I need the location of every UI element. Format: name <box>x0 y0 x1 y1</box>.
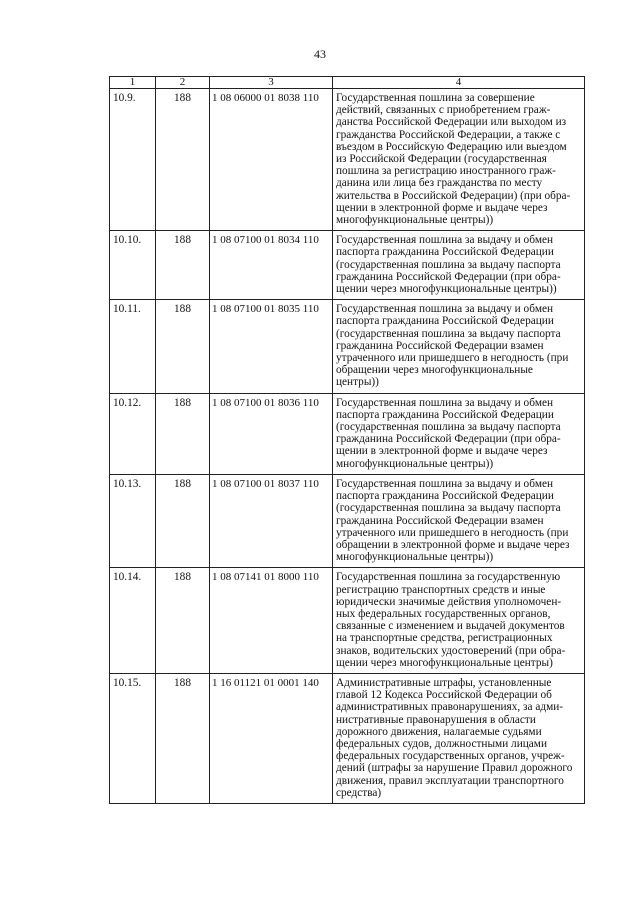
description-line: гражданина Российской Федерации (при обра- <box>336 433 561 446</box>
description-line: (государственная пошлина за выдачу паспорта <box>336 421 561 434</box>
description-line: Государственная пошлина за выдачу и обмен <box>336 477 554 490</box>
description-line: многофункциональные центры)) <box>336 214 494 227</box>
description-line: дений (штрафы за нарушение Правил дорожного <box>336 762 573 775</box>
description-line: обращении в электронной форме и выдаче через <box>336 538 570 551</box>
description-line: ных федеральных государственных органов, <box>336 607 551 620</box>
description-cell <box>333 231 585 300</box>
budget-code-cell: 1 08 07100 01 8035 110 <box>210 300 333 393</box>
description-line: на транспортные средства, регистрационных <box>336 632 553 645</box>
page-number: 43 <box>314 47 326 61</box>
description-line: утраченного или пришедшего в негодность (при <box>336 526 569 539</box>
budget-code-cell: 1 08 07100 01 8036 110 <box>210 393 333 474</box>
description-cell <box>333 300 585 393</box>
description-line: паспорта гражданина Российской Федерации <box>336 246 554 259</box>
column-header-4: 4 <box>333 77 585 89</box>
row-number-cell: 10.12. <box>110 393 156 474</box>
description-line: гражданина Российской Федерации взамен <box>336 514 544 527</box>
description-line: щении в электронной форме и выдаче через <box>336 445 548 458</box>
description-line: юридически значимые действия уполномочен- <box>336 595 562 608</box>
description-line: данства Российской Федерации или выходом из <box>336 116 567 129</box>
budget-code-cell: 1 08 07141 01 8000 110 <box>210 568 333 674</box>
description-cell <box>333 89 585 231</box>
admin-code-cell: 188 <box>156 89 210 231</box>
description-line: (государственная пошлина за выдачу паспорта <box>336 327 561 340</box>
admin-code-cell: 188 <box>156 300 210 393</box>
admin-code-cell: 188 <box>156 231 210 300</box>
admin-code-cell: 188 <box>156 474 210 567</box>
description-line: регистрацию транспортных средств и иные <box>336 583 546 596</box>
description-cell <box>333 568 585 674</box>
description-line: гражданина Российской Федерации взамен <box>336 339 544 352</box>
description-line: Государственная пошлина за выдачу и обмен <box>336 234 554 247</box>
row-number-cell: 10.9. <box>110 89 156 231</box>
budget-code-cell: 1 08 07100 01 8037 110 <box>210 474 333 567</box>
description-line: многофункциональные центры)) <box>336 551 494 564</box>
description-cell <box>333 673 585 803</box>
description-line: из Российской Федерации (государственная <box>336 153 547 166</box>
description-line: Государственная пошлина за государственную <box>336 571 561 584</box>
row-number-cell: 10.14. <box>110 568 156 674</box>
description-line: Государственная пошлина за выдачу и обмен <box>336 396 554 409</box>
description-line: центры)) <box>336 376 379 389</box>
description-line: данина или лица без гражданства по месту <box>336 177 543 190</box>
description-line: действий, связанных с приобретением граж- <box>336 104 551 117</box>
description-line: обращении через многофункциональные <box>336 364 533 377</box>
description-line: нистративные правонарушения в области <box>336 713 536 726</box>
column-header-1: 1 <box>110 77 156 89</box>
description-line: Государственная пошлина за совершение <box>336 92 535 104</box>
description-line: въездом в Российскую Федерацию или выездом <box>336 140 567 153</box>
description-line: федеральных государственных органов, учреж- <box>336 750 565 763</box>
description-line: федеральных судов, должностными лицами <box>336 737 547 750</box>
admin-code-cell: 188 <box>156 568 210 674</box>
budget-code-cell: 1 08 06000 01 8038 110 <box>210 89 333 231</box>
description-line: административных правонарушениях, за адми- <box>336 701 564 714</box>
row-number-cell: 10.10. <box>110 231 156 300</box>
admin-code-cell: 188 <box>156 673 210 803</box>
description-line: (государственная пошлина за выдачу паспорта <box>336 258 561 271</box>
description-cell <box>333 474 585 567</box>
admin-code-cell: 188 <box>156 393 210 474</box>
description-line: дорожного движения, налагаемые судьями <box>336 725 542 738</box>
description-line: (государственная пошлина за выдачу паспорта <box>336 502 561 515</box>
row-number-cell: 10.11. <box>110 300 156 393</box>
description-line: движения, правил эксплуатации транспортного <box>336 774 564 787</box>
row-number-cell: 10.13. <box>110 474 156 567</box>
description-line: знаков, водительских удостоверений (при обра- <box>336 644 566 657</box>
budget-codes-table <box>109 76 585 804</box>
description-line: утраченного или пришедшего в негодность (при <box>336 352 569 365</box>
description-line: гражданина Российской Федерации (при обра- <box>336 270 561 283</box>
description-line: паспорта гражданина Российской Федерации <box>336 315 554 328</box>
table-header-row <box>110 77 585 89</box>
table-row <box>110 231 585 300</box>
table-row <box>110 89 585 231</box>
description-line: жительства в Российской Федерации) (при обра- <box>336 189 571 202</box>
description-line: гражданства Российской Федерации, а также с <box>336 128 561 141</box>
description-line: паспорта гражданина Российской Федерации <box>336 408 554 421</box>
table-body <box>110 89 585 804</box>
table-row <box>110 393 585 474</box>
column-header-3: 3 <box>210 77 333 89</box>
description-line: связанные с изменением и выдачей документов <box>336 620 565 633</box>
budget-code-cell: 1 16 01121 01 0001 140 <box>210 673 333 803</box>
description-line: Государственная пошлина за выдачу и обмен <box>336 303 554 316</box>
table-row <box>110 673 585 803</box>
description-line: щении через многофункциональные центры)) <box>336 283 557 296</box>
description-line: щении в электронной форме и выдаче через <box>336 201 548 214</box>
description-line: пошлина за регистрацию иностранного граж- <box>336 165 556 178</box>
table-row <box>110 568 585 674</box>
description-line: паспорта гражданина Российской Федерации <box>336 490 554 503</box>
description-line: главой 12 Кодекса Российской Федерации об <box>336 689 552 702</box>
description-line: щении через многофункциональные центры) <box>336 656 553 669</box>
description-line: многофункциональные центры)) <box>336 457 494 470</box>
description-cell <box>333 393 585 474</box>
budget-code-cell: 1 08 07100 01 8034 110 <box>210 231 333 300</box>
column-header-2: 2 <box>156 77 210 89</box>
description-line: Административные штрафы, установленные <box>336 676 552 689</box>
description-line: средства) <box>336 786 382 799</box>
table-row <box>110 474 585 567</box>
row-number-cell: 10.15. <box>110 673 156 803</box>
table-row <box>110 300 585 393</box>
